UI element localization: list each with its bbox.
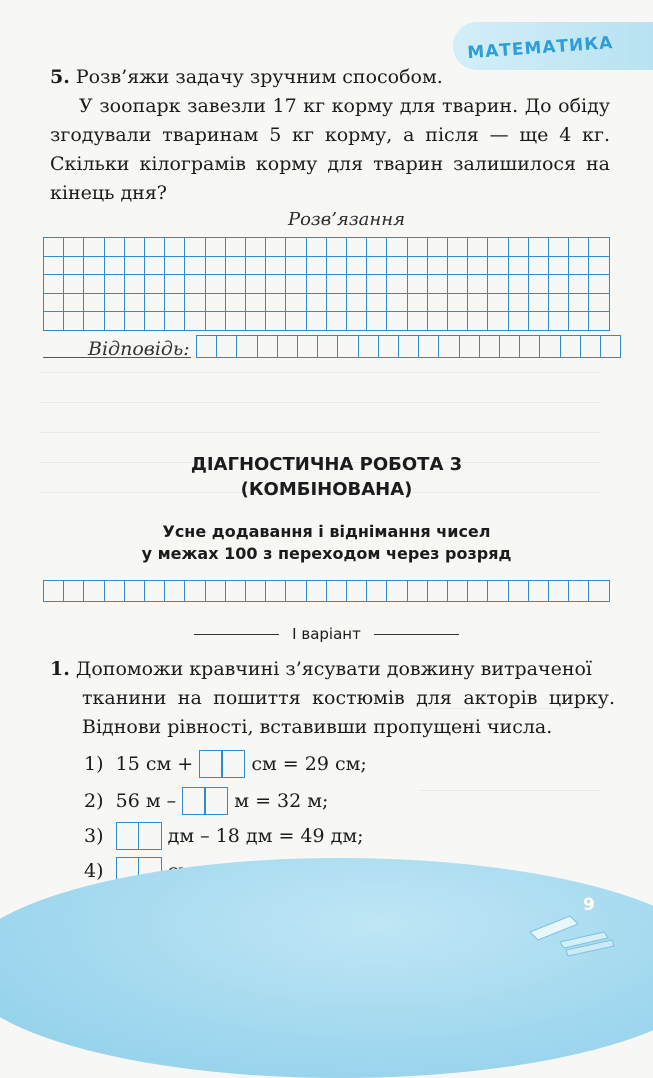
grid-cell[interactable] bbox=[500, 336, 520, 358]
grid-cell[interactable] bbox=[529, 581, 549, 602]
grid-cell[interactable] bbox=[145, 275, 165, 294]
grid-cell[interactable] bbox=[84, 581, 104, 602]
grid-cell[interactable] bbox=[64, 312, 84, 331]
grid-cell[interactable] bbox=[185, 275, 205, 294]
grid-cell[interactable] bbox=[145, 294, 165, 313]
grid-cell[interactable] bbox=[589, 275, 609, 294]
grid-cell[interactable] bbox=[226, 275, 246, 294]
grid-cell[interactable] bbox=[266, 312, 286, 331]
grid-cell[interactable] bbox=[266, 238, 286, 257]
grid-cell[interactable] bbox=[387, 257, 407, 276]
grid-cell[interactable] bbox=[44, 257, 64, 276]
grid-cell[interactable] bbox=[439, 336, 459, 358]
equation-3: 3) дм – 18 дм = 49 дм; bbox=[84, 820, 364, 850]
grid-cell[interactable] bbox=[428, 238, 448, 257]
grid-cell[interactable] bbox=[145, 581, 165, 602]
grid-cell[interactable] bbox=[318, 336, 338, 358]
grid-cell[interactable] bbox=[488, 238, 508, 257]
grid-cell[interactable] bbox=[509, 275, 529, 294]
grid-cell[interactable] bbox=[387, 238, 407, 257]
grid-cell[interactable] bbox=[488, 581, 508, 602]
grid-cell[interactable] bbox=[197, 336, 217, 358]
grid-cell[interactable] bbox=[185, 312, 205, 331]
grid-cell[interactable] bbox=[347, 257, 367, 276]
grid-cell[interactable] bbox=[468, 312, 488, 331]
grid-cell[interactable] bbox=[347, 238, 367, 257]
grid-cell[interactable] bbox=[105, 294, 125, 313]
grid-cell[interactable] bbox=[408, 294, 428, 313]
grid-cell[interactable] bbox=[44, 581, 64, 602]
grid-cell[interactable] bbox=[367, 294, 387, 313]
grid-cell[interactable] bbox=[408, 312, 428, 331]
grid-cell[interactable] bbox=[226, 238, 246, 257]
grid-cell[interactable] bbox=[569, 581, 589, 602]
grid-cell[interactable] bbox=[44, 238, 64, 257]
grid-cell[interactable] bbox=[428, 312, 448, 331]
grid-cell[interactable] bbox=[237, 336, 257, 358]
grid-cell[interactable] bbox=[529, 312, 549, 331]
grid-cell[interactable] bbox=[387, 312, 407, 331]
grid-cell[interactable] bbox=[44, 275, 64, 294]
grid-cell[interactable] bbox=[488, 257, 508, 276]
answer-box-1[interactable] bbox=[199, 750, 245, 778]
grid-cell[interactable] bbox=[286, 581, 306, 602]
grid-cell[interactable] bbox=[569, 312, 589, 331]
grid-cell[interactable] bbox=[488, 275, 508, 294]
grid-cell[interactable] bbox=[246, 238, 266, 257]
task-1-text: тканини на пошиття костюмів для акторів цирку. Віднови рівності, вставивши пропущені числа. bbox=[82, 687, 615, 738]
grid-cell[interactable] bbox=[520, 336, 540, 358]
answer-box-2[interactable] bbox=[182, 787, 228, 815]
grid-cell[interactable] bbox=[509, 312, 529, 331]
grid-cell[interactable] bbox=[185, 581, 205, 602]
grid-cell[interactable] bbox=[589, 581, 609, 602]
book-stack-icon bbox=[500, 902, 620, 962]
grid-cell[interactable] bbox=[246, 581, 266, 602]
task-5-problem: У зоопарк завезли 17 кг корму для тварин. До обіду згодували тваринам 5 кг корму, а після — ще 4 кг. Скільки кілограмів корму для тварин залишилося на кінець дня? bbox=[50, 95, 610, 204]
grid-cell[interactable] bbox=[286, 294, 306, 313]
grid-cell[interactable] bbox=[307, 294, 327, 313]
grid-cell[interactable] bbox=[387, 581, 407, 602]
grid-cell[interactable] bbox=[84, 238, 104, 257]
grid-cell[interactable] bbox=[468, 294, 488, 313]
equation-1: 1) 15 см + см = 29 см; bbox=[84, 748, 367, 778]
grid-cell[interactable] bbox=[468, 581, 488, 602]
grid-cell[interactable] bbox=[105, 581, 125, 602]
grid-cell[interactable] bbox=[338, 336, 358, 358]
grid-cell[interactable] bbox=[64, 238, 84, 257]
grid-cell[interactable] bbox=[206, 581, 226, 602]
grid-cell[interactable] bbox=[387, 294, 407, 313]
grid-cell[interactable] bbox=[448, 275, 468, 294]
grid-cell[interactable] bbox=[569, 238, 589, 257]
grid-cell[interactable] bbox=[408, 257, 428, 276]
grid-cell[interactable] bbox=[327, 581, 347, 602]
grid-cell[interactable] bbox=[246, 294, 266, 313]
grid-cell[interactable] bbox=[266, 581, 286, 602]
grid-cell[interactable] bbox=[529, 294, 549, 313]
grid-cell[interactable] bbox=[298, 336, 318, 358]
grid-cell[interactable] bbox=[145, 238, 165, 257]
grid-cell[interactable] bbox=[125, 294, 145, 313]
grid-cell[interactable] bbox=[379, 336, 399, 358]
grid-cell[interactable] bbox=[419, 336, 439, 358]
grid-cell[interactable] bbox=[84, 275, 104, 294]
grid-cell[interactable] bbox=[428, 257, 448, 276]
grid-cell[interactable] bbox=[569, 294, 589, 313]
page-corner-wave bbox=[0, 858, 653, 1078]
grid-cell[interactable] bbox=[347, 581, 367, 602]
grid-cell[interactable] bbox=[246, 275, 266, 294]
grid-cell[interactable] bbox=[105, 275, 125, 294]
equation-4: 4) bbox=[84, 855, 366, 885]
grid-cell[interactable] bbox=[226, 257, 246, 276]
grid-cell[interactable] bbox=[448, 581, 468, 602]
grid-cell[interactable] bbox=[561, 336, 581, 358]
grid-cell[interactable] bbox=[509, 581, 529, 602]
grid-cell[interactable] bbox=[307, 238, 327, 257]
grid-cell[interactable] bbox=[286, 312, 306, 331]
grid-cell[interactable] bbox=[165, 275, 185, 294]
task-1 bbox=[50, 655, 615, 742]
grid-cell[interactable] bbox=[206, 294, 226, 313]
grid-cell[interactable] bbox=[246, 312, 266, 331]
grid-cell[interactable] bbox=[64, 275, 84, 294]
grid-cell[interactable] bbox=[428, 294, 448, 313]
grid-cell[interactable] bbox=[206, 257, 226, 276]
diagnostic-subtitle-1: Усне додавання і віднімання чисел bbox=[162, 522, 491, 541]
grid-cell[interactable] bbox=[488, 294, 508, 313]
task-1-number: 1. bbox=[50, 658, 70, 680]
grid-cell[interactable] bbox=[601, 336, 621, 358]
grid-cell[interactable] bbox=[217, 336, 237, 358]
grid-cell[interactable] bbox=[509, 257, 529, 276]
grid-cell[interactable] bbox=[327, 312, 347, 331]
grid-cell[interactable] bbox=[529, 275, 549, 294]
variant-heading bbox=[0, 625, 653, 643]
grid-cell[interactable] bbox=[549, 275, 569, 294]
grid-cell[interactable] bbox=[589, 238, 609, 257]
grid-cell[interactable] bbox=[399, 336, 419, 358]
answer-grid[interactable] bbox=[196, 335, 621, 358]
grid-cell[interactable] bbox=[327, 238, 347, 257]
grid-cell[interactable] bbox=[448, 294, 468, 313]
grid-cell[interactable] bbox=[480, 336, 500, 358]
grid-cell[interactable] bbox=[367, 275, 387, 294]
grid-cell[interactable] bbox=[448, 312, 468, 331]
grid-cell[interactable] bbox=[286, 238, 306, 257]
subject-header-label: МАТЕМАТИКА bbox=[466, 33, 614, 64]
task-5-instruction: 5. Розв’яжи задачу зручним способом. bbox=[50, 66, 443, 88]
task-5 bbox=[50, 63, 610, 208]
grid-cell[interactable] bbox=[549, 238, 569, 257]
grid-cell[interactable] bbox=[286, 257, 306, 276]
grid-cell[interactable] bbox=[185, 294, 205, 313]
variant-rule-right bbox=[374, 634, 459, 635]
grid-cell[interactable] bbox=[448, 257, 468, 276]
task-5-number: 5. bbox=[50, 66, 70, 88]
diagnostic-subtitle-2: у межах 100 з переходом через розряд bbox=[141, 544, 512, 563]
grid-cell[interactable] bbox=[105, 238, 125, 257]
grid-cell[interactable] bbox=[468, 275, 488, 294]
grid-cell[interactable] bbox=[307, 581, 327, 602]
grid-cell[interactable] bbox=[359, 336, 379, 358]
grid-cell[interactable] bbox=[581, 336, 601, 358]
grid-cell[interactable] bbox=[347, 275, 367, 294]
grid-cell[interactable] bbox=[509, 294, 529, 313]
grid-cell[interactable] bbox=[327, 294, 347, 313]
grid-cell[interactable] bbox=[327, 275, 347, 294]
grid-cell[interactable] bbox=[165, 581, 185, 602]
grid-cell[interactable] bbox=[327, 257, 347, 276]
grid-cell[interactable] bbox=[549, 581, 569, 602]
grid-cell[interactable] bbox=[367, 581, 387, 602]
grid-cell[interactable] bbox=[266, 257, 286, 276]
grid-cell[interactable] bbox=[488, 312, 508, 331]
answer-box-3[interactable] bbox=[116, 822, 162, 850]
grid-cell[interactable] bbox=[347, 294, 367, 313]
grid-cell[interactable] bbox=[125, 312, 145, 331]
task-1-first-line: 1. Допоможи кравчині з’ясувати довжину витраченої bbox=[50, 658, 592, 680]
grid-cell[interactable] bbox=[387, 275, 407, 294]
grid-cell[interactable] bbox=[529, 238, 549, 257]
grid-cell[interactable] bbox=[408, 275, 428, 294]
grid-cell[interactable] bbox=[125, 238, 145, 257]
grid-cell[interactable] bbox=[226, 312, 246, 331]
answer-label: Відповідь: bbox=[88, 338, 190, 360]
student-name-grid[interactable] bbox=[43, 580, 610, 602]
grid-cell[interactable] bbox=[448, 238, 468, 257]
grid-cell[interactable] bbox=[367, 257, 387, 276]
grid-cell[interactable] bbox=[307, 257, 327, 276]
grid-cell[interactable] bbox=[307, 275, 327, 294]
grid-cell[interactable] bbox=[468, 238, 488, 257]
grid-cell[interactable] bbox=[226, 581, 246, 602]
grid-cell[interactable] bbox=[125, 257, 145, 276]
grid-cell[interactable] bbox=[105, 257, 125, 276]
grid-cell[interactable] bbox=[226, 294, 246, 313]
grid-cell[interactable] bbox=[165, 294, 185, 313]
grid-cell[interactable] bbox=[286, 275, 306, 294]
equation-2: 2) 56 м – м = 32 м; bbox=[84, 785, 328, 815]
grid-cell[interactable] bbox=[206, 275, 226, 294]
grid-cell[interactable] bbox=[246, 257, 266, 276]
grid-cell[interactable] bbox=[569, 257, 589, 276]
grid-cell[interactable] bbox=[64, 294, 84, 313]
grid-cell[interactable] bbox=[206, 238, 226, 257]
grid-cell[interactable] bbox=[125, 581, 145, 602]
variant-label: І варіант bbox=[292, 625, 361, 643]
grid-cell[interactable] bbox=[549, 312, 569, 331]
variant-rule-left bbox=[194, 634, 279, 635]
grid-cell[interactable] bbox=[44, 312, 64, 331]
grid-cell[interactable] bbox=[185, 238, 205, 257]
grid-cell[interactable] bbox=[84, 294, 104, 313]
grid-cell[interactable] bbox=[206, 312, 226, 331]
grid-cell[interactable] bbox=[529, 257, 549, 276]
grid-cell[interactable] bbox=[185, 257, 205, 276]
grid-cell[interactable] bbox=[569, 275, 589, 294]
grid-cell[interactable] bbox=[266, 294, 286, 313]
grid-cell[interactable] bbox=[44, 294, 64, 313]
diagnostic-title: ДІАГНОСТИЧНА РОБОТА 3 bbox=[190, 454, 463, 475]
grid-cell[interactable] bbox=[540, 336, 560, 358]
grid-cell[interactable] bbox=[266, 275, 286, 294]
grid-cell[interactable] bbox=[145, 312, 165, 331]
diagnostic-title-type: (КОМБІНОВАНА) bbox=[240, 479, 413, 500]
grid-cell[interactable] bbox=[460, 336, 480, 358]
grid-cell[interactable] bbox=[408, 581, 428, 602]
grid-cell[interactable] bbox=[84, 257, 104, 276]
grid-cell[interactable] bbox=[428, 581, 448, 602]
grid-cell[interactable] bbox=[125, 275, 145, 294]
grid-cell[interactable] bbox=[589, 312, 609, 331]
grid-cell[interactable] bbox=[367, 238, 387, 257]
grid-cell[interactable] bbox=[307, 312, 327, 331]
grid-cell[interactable] bbox=[145, 257, 165, 276]
grid-cell[interactable] bbox=[165, 257, 185, 276]
grid-cell[interactable] bbox=[84, 312, 104, 331]
grid-cell[interactable] bbox=[589, 257, 609, 276]
page-number: 9 bbox=[583, 895, 595, 915]
grid-cell[interactable] bbox=[549, 257, 569, 276]
grid-cell[interactable] bbox=[258, 336, 278, 358]
grid-cell[interactable] bbox=[468, 257, 488, 276]
solution-grid[interactable] bbox=[43, 237, 610, 331]
grid-cell[interactable] bbox=[165, 312, 185, 331]
grid-cell[interactable] bbox=[278, 336, 298, 358]
grid-cell[interactable] bbox=[428, 275, 448, 294]
grid-cell[interactable] bbox=[64, 257, 84, 276]
grid-cell[interactable] bbox=[64, 581, 84, 602]
grid-cell[interactable] bbox=[549, 294, 569, 313]
grid-cell[interactable] bbox=[165, 238, 185, 257]
grid-cell[interactable] bbox=[367, 312, 387, 331]
grid-cell[interactable] bbox=[509, 238, 529, 257]
grid-cell[interactable] bbox=[589, 294, 609, 313]
grid-cell[interactable] bbox=[347, 312, 367, 331]
grid-cell[interactable] bbox=[105, 312, 125, 331]
solution-label: Розв’язання bbox=[287, 209, 406, 230]
grid-cell[interactable] bbox=[408, 238, 428, 257]
